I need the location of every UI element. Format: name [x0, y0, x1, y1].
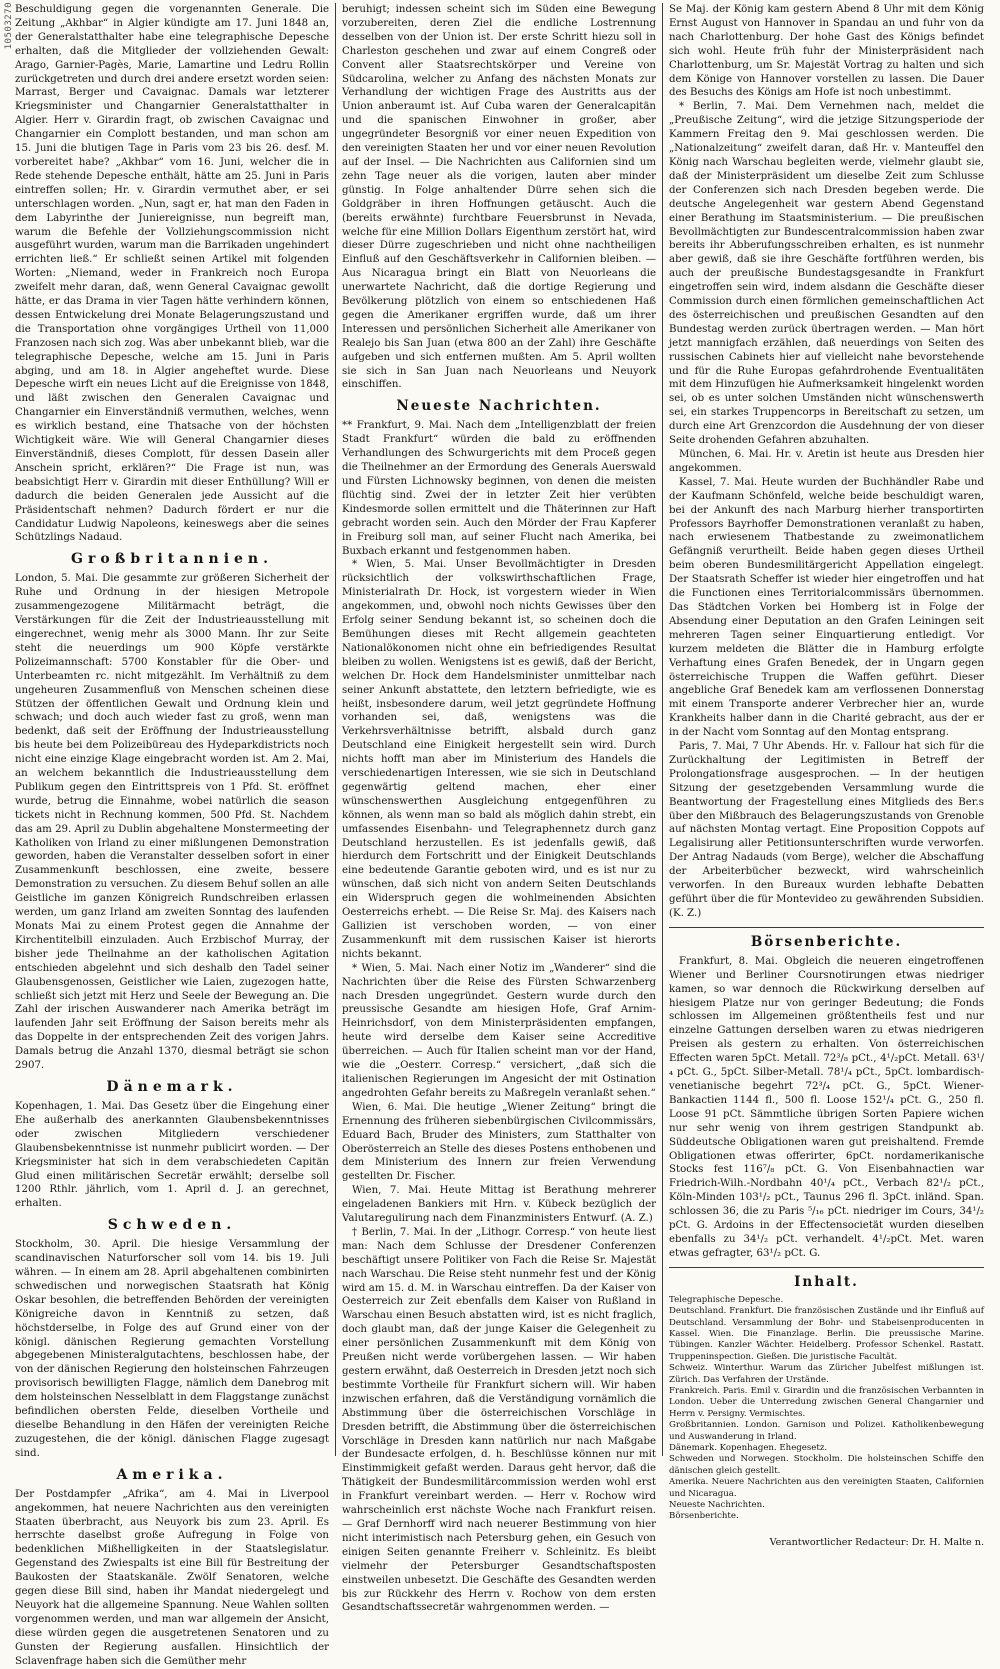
heading-inhalt: Inhalt. [794, 1273, 859, 1290]
article-wien-2: * Wien, 5. Mai. Nach einer Notiz im „Wanderer“ sind die Nachrichten über die Reise des Fürsten Schwarzenberg nach Dresden ungegründet. Gestern wurde durch den preussische Gesandte am hiesigen Hofe, Graf Arnim-Heinrichsdorf, von dem Ministerpräsidenten empfangen, heute wird derselbe dem Kaiser seine Accreditive überreichen. — Auch für Italien scheint man vor der Hand, wie die „Oesterr. Corresp.“ versichert, „daß sich die italienischen Regierungen im Angesicht der mit Ostination angedrohten Gefahr bereits zu Maßregeln veranlaßt sehen.“ [342, 962, 656, 1099]
page-id: 10503270 [4, 2, 14, 50]
toc-item: Schweden und Norwegen. Stockholm. Die holsteinschen Schiffe den dänischen gleich gestellt. [669, 1454, 984, 1476]
heading-schweden: Schweden. [107, 1217, 237, 1234]
editor-signature: Verantwortlicher Redacteur: Dr. H. Malte n. [769, 1536, 984, 1548]
article-wien-3: Wien, 6. Mai. Die heutige „Wiener Zeitung“ bringt die Ernennung des früheren siebenbürgischen Civilcommissärs, Eduard Bach, Bruder des Ministers, zum Statthalter von Oberösterreich an Stelle des dieses Postens enthobenen und dem Ministerium des Innern zur freien Verwendung gestellten Dr. Fischer. [342, 1101, 657, 1183]
article-amerika-cont: beruhigt; indessen scheint sich im Süden eine Bewegung vorzubereiten, deren Ziel die endliche Lostrennung desselben von der Union ist. Der erste Schritt hiezu soll in Charleston geschehen und zwar auf einem Congreß oder Convent aller Staatsrechtskörper und Vereine von Südcarolina, welcher zu Anfang des nächsten Monats zur Verhandlung der wichtigen Frage des Austritts aus der Union anberaumt ist. Auf Cuba waren der Generalcapitän und die spanischen Einwohner in großer, aber ungegründeter Besorgniß vor einer neuen Expedition von den vereinigten Staaten her und vor einer neuen Revolution auf der Insel. — Die Nachrichten aus Californien sind um zehn Tage neuer als die vorigen, lauten aber minder günstig. In Folge anhaltender Dürre sehen sich die Goldgräber in ihren Hoffnungen getäuscht. Auch die (bereits erwähnte) furchtbare Feuersbrunst in Nevada, welche für eine Million Dollars Eigenthum zerstört hat, wird dieser Dürre zugeschrieben und nicht ohne nachtheiligen Einfluß auf den Geschäftsverkehr in Californien bleiben. — Aus Nicaragua bringt ein Blatt von Neuorleans die unerwartete Nachricht, daß die dortige Regierung und Bevölkerung plötzlich von einem so entschiedenen Haß gegen die Amerikaner ergriffen wurde, daß um ihrer Interessen und persönlichen Sicherheit alle Amerikaner von Realejo bis San Juan (etwa 800 an der Zahl) ihre Geschäfte aufgeben und sich entfernen mußten. Am 5. April wollten sie sich in San Juan nach Neuorleans und Neuyork einschiffen. [342, 4, 656, 391]
article-girardin: Beschuldigung gegen die vorgenannten Generale. Die Zeitung „Akhbar“ in Algier kündigte am 17. Juni 1848 an, der Generalstatthalter habe eine telegraphische Depesche erhalten, daß die Mitglieder der vollziehenden Gewalt: Arago, Garnier-Pagès, Marie, Lamartine und Ledru Rollin zurückgetreten und durch drei andere ersetzt worden seien: Marrast, Berger und Cavaignac. Damals war letzterer Kriegsminister und Changarnier Generalstatthalter in Algier. Herr v. Girardin fragt, ob zwischen Cavaignac und Changarnier ein Complott bestanden, und man schon am 15. Juni die blutigen Tage in Paris vom 23 bis 26. desf. M. vorbereitet habe? „Akhbar“ vom 16. Juni, welcher die in Rede stehende Depesche enthält, hätte am 25. Juni in Paris eintreffen sollen; Hr. v. Girardin vermuthet aber, er sei unterschlagen worden. „Nun, sagt er, hat man den Faden in dem Labyrinthe der Juniereignisse, nun begreift man, warum die Befehle der Vollziehungscommission nicht ausgeführt wurden, warum man die Barrikaden ungehindert errichten ließ.“ Er schließt seinen Artikel mit folgenden Worten: „Niemand, weder in Frankreich noch Europa zweifelt mehr daran, daß, wenn General Cavaignac gewollt hätte, er das Drama in vier Tagen hätte verhindern können, dessen Entwickelung drei Monate Belagerungszustand und die Transportation ohne vorgängiges Urtheil von 11,000 Franzosen nach sich zog. Was aber unbekannt blieb, war die telegraphische Depesche, welche am 15. Juni in Paris abging, und am 18. in Algier angeheftet wurde. Diese Depesche wirft ein neues Licht auf die Ereignisse von 1848, und läßt zwischen den Generalen Cavaignac und Changarnier ein Einverständniß vermuthen, welches, wenn es wirklich bestand, eine Thatsache von der höchsten Wichtigkeit wäre. Wie will General Changarnier dieses Einverständniß, dieses Complott, für dessen Dasein aller Anschein spricht, erklären?“ Die Frage ist nun, was beabsichtigt Herr v. Girardin mit dieser Enthüllung? Will er dadurch die beiden Generalen jede Aussicht auf die Präsidentschaft nehmen? Dadurch fördert er nur die Candidatur Ludwig Napoleons, keineswegs aber die seines Schützlings Nadaud. [15, 4, 329, 544]
heading-daenemark: Dänemark. [106, 1078, 238, 1095]
heading-grossbritannien: Großbritannien. [71, 551, 273, 568]
article-frankfurt: ** Frankfurt, 9. Mai. Nach dem „Intelligenzblatt der freien Stadt Frankfurt“ würden die bald zu eröffnenden Verhandlungen des Schwurgerichts mit dem Proceß gegen die Theilnehmer an der Ermordung des Generals Auerswald und Fürsten Lichnowsky beginnen, von denen die meisten flüchtig sind. Zwei der in letzter Zeit hier verübten Kindesmorde sollen ermittelt und die Thäterinnen zur Haft gebracht worden sein. Auch den Mörder der Frau Kapferer in Freiburg soll man, auf seiner Flucht nach Amerika, bei Buxbach erkannt und festgenommen haben. [342, 420, 656, 557]
toc-item: Neueste Nachrichten. [669, 1500, 765, 1511]
toc-item: Telegraphische Depesche. [669, 1294, 784, 1305]
toc-item: Dänemark. Kopenhagen. Ehegesetz. [669, 1443, 828, 1454]
article-muenchen: München, 6. Mai. Hr. v. Aretin ist heute aus Dresden hier angekommen. [669, 449, 984, 474]
toc-item: Schweiz. Winterthur. Warum das Züricher Jubelfest mißlungen ist. Zürich. Das Verfahren der Urstände. [669, 1363, 984, 1385]
article-berlin-1: † Berlin, 7. Mai. In der „Lithogr. Corresp.“ von heute liest man: Nach dem Schlusse der Dresdener Conferenzen beschäftigt unsere Politiker von Fach die Reise Sr. Majestät nach Warschau. Die Reise steht nunmehr fest und der König wird am 15. d. M. in Warschau eintreffen. Da der Kaiser von Oesterreich zur Zeit ebenfalls dem Kaiser von Rußland in Warschau einen Besuch abstatten wird, ist es nicht fraglich, doch glaubt man, daß der junge Kaiser die Gelegenheit zu einer persönlichen Zusammenkunft mit dem König von Preußen nicht werde vorübergehen lassen. — Wir haben gestern erwähnt, daß Oesterreich in Dresden jetzt noch sich bestimmte Vortheile für Frankfurt sichern will. Wir haben inzwischen erfahren, daß die Verständigung vornämlich die Abstimmung über die österreichischen Vorschläge in Dresden betrifft, die Abstimmung über die österreichischen Vorschläge in Dresden kann natürlich nur nach Maßgabe der Bundesacte erfolgen, d. h. Beschlüsse können nur mit Einstimmigkeit gefaßt werden. Daraus geht hervor, daß die Thätigkeit der Bundesmilitärcommission werden wohl erst in Frankfurt vereinbart werden. — Herr v. Rochow wird wahrscheinlich erst nächste Woche nach Frankfurt reisen. — Graf Dernhorff wird nach neuerer Bestimmung von hier nicht interimistisch nach Petersburg gehen, ein Gesuch von einigen Seiten genannte Freiherr v. Schleinitz. Es bleibt vielmehr der Petersburger Gesandtschaftsposten einstweilen unbesetzt. Die Geschäfte des Gesandten werden bis zur Rückkehr des Herrn v. Rochow von dem ersten Gesandtschaftssecretär wahrgenommen werden. — [342, 1226, 656, 1614]
article-london: London, 5. Mai. Die gesammte zur größeren Sicherheit der Ruhe und Ordnung in der hiesigen Metropole zusammengezogene Militärmacht beträgt, die Verstärkungen für die Zeit der Industrieausstellung mit eingerechnet, wenig mehr als 3000 Mann. Ihr zur Seite steht die neuerdings um 900 Köpfe verstärkte Polizeimannschaft: 5700 Konstabler für die Ober- und Unterbeamten rc. nicht mitgezählt. Im Verhältniß zu dem ungeheuren Zusammenfluß von Menschen scheinen diese Stützen der öffentlichen Gewalt und Ordnung klein und schwach; und doch auch wieder fast zu groß, wenn man bedenkt, daß seit der Eröffnung der Industrieausstellung bis heute bei dem Polizeibüreau des Hydeparkdistricts noch nicht eine einzige Klage eingebracht worden ist. Am 2. Mai, an welchem bekanntlich die Industrieausstellung dem Publikum gegen den Eintrittspreis von 1 Pfd. St. eröffnet wurde, betrug die Einnahme, wobei natürlich die season tickets nicht in Rechnung kommen, 500 Pfd. St. Nachdem das am 29. April zu Dublin abgehaltene Monstermeeting der Katholiken von Irland zu einer mißlungenen Demonstration geworden, haben die Veranstalter desselben sofort in einer Zusammenkunft beschlossen, eine zweite, bessere Demonstration zu versuchen. Zu diesem Behuf sollen an alle Geistliche im ganzen Königreich Rundschreiben erlassen werden, um ganz Irland am zweiten Sonntag des laufenden Monats Mai zu einem Protest gegen die Annahme der Kirchentitelbill einzuladen. Auch Erzbischof Murray, der bisher jede Theilnahme an der katholischen Agitation entschieden abgelehnt und sich deshalb den Tadel seiner Glaubensgenossen, Geistlicher wie Laien, zugezogen hatte, schließt sich jetzt mit Herz und Seele der Bewegung an. Die Zahl der irischen Auswanderer nach Amerika beträgt im laufenden Jahr seit Eröffnung der Saison bereits mehr als das Doppelte in der entsprechenden Zeit des vorigen Jahrs. Damals betrug die Anzahl 1370, diesmal beträgt sie schon 2907. [15, 573, 329, 1072]
newspaper-columns [9, 3, 991, 1667]
article-stockholm: Stockholm, 30. April. Die hiesige Versammlung der scandinavischen Naturforscher soll vom 14. bis 19. Juli währen. — In einem am 28. April abgehaltenen combinirten schwedischen und norwegischen Staatsrath hat König Oskar besohlen, die betreffenden Behörden der vereinigten Königreiche davon in Kenntniß zu setzen, daß höchstderselbe, in Folge des auf Grund einer von der königl. dänischen Regierung gemachten Vorstellung abgegebenen Ministeralgutachtens, beschlossen habe, der von der dänischen Regierung den holsteinschen Fahrzeugen provisorisch bewilligten Flagge, nämlich dem Danebrog mit dem holsteinschen Nesselblatt in dem Flaggstange zunächst befindlichen obersten Felde, dieselben Vortheile und dieselbe Behandlung in den Häfen der vereinigten Reiche zuzugestehen, die der königl. dänischen Flagge zugesagt sind. [15, 1239, 329, 1459]
article-kassel: Kassel, 7. Mai. Heute wurden der Buchhändler Rabe und der Kaufmann Schönfeld, welche beide beschuldigt waren, bei der Ankunft des nach Marburg hierher transportirten Professors Bayrhoffer Demonstrationen veranlaßt zu haben, nach erwiesenem Thatbestande zu zweimonatlichem Gefängniß verurtheilt. Beide haben gegen dieses Urtheil beim oberen Bundesmilitärgericht Appellation eingelegt. Der Staatsrath Scheffer ist wieder hier eingetroffen und hat die Functionen eines Territorialcommissärs übernommen. Das Städtchen Vorken bei Homberg ist in Folge der Absendung einer Deputation an den Grafen Leiningen seit mehreren Tagen seiner Einquartierung entledigt. Vor kurzem meldeten die Blätter die in Hamburg erfolgte Verhaftung eines Grafen Benedek, der in Ungarn gegen österreichische Truppen die Waffen geführt. Dieser angebliche Graf Benedek kam am verflossenen Donnerstag mit einem Transporte anderer Verbrecher hier an, wurde Krankheits halber dann in die Charité gebracht, aus der er in der Nacht vom Sonntag auf den Montag entsprang. [669, 476, 984, 739]
column-1 [9, 3, 336, 1667]
article-amerika: Der Postdampfer „Afrika“, am 4. Mai in Liverpool angekommen, hat neuere Nachrichten aus den vereinigten Staaten überbracht, aus Neuyork bis zum 23. April. Es herrschte daselbst große Aufregung in Folge von bedenklichen Mißhelligkeiten in der Staatslegislatur. Gegenstand des Zwiespalts ist eine Bill für Bestreitung der Baukosten der Staatskanäle. Zwölf Senatoren, welche gegen diese Bill sind, haben ihr Mandat niedergelegt und Neuyork hat die allgemeine Spannung. Neue Wahlen sollten vorgenommen werden, und man war allgemein der Ansicht, diese würden gegen die ausgetretenen Senatoren und zu Gunsten der Regierung ausfallen. Hinsichtlich der Sclavenfrage haben sich die Gemüther mehr [15, 1488, 329, 1667]
article-berlin-2: * Berlin, 7. Mai. Dem Vernehmen nach, meldet die „Preußische Zeitung“, wird die jetzige Sitzungsperiode der Kammern Freitag den 9. Mai geschlossen werden. Die „Nationalzeitung“ zweifelt daran, daß Hr. v. Manteuffel den König nach Warschau begleiten werde, vielmehr glaubt sie, daß der Ministerpräsident um dieselbe Zeit zum Schlusse der Conferenzen sich nach Dresden begeben werde. Die deutsche Angelegenheit war gestern Abend Gegenstand einer Berathung im Staatsministerium. — Die preußischen Bevollmächtigten zur Bundescentralcommission haben zwar bereits ihr Abberufungsschreiben erhalten, es ist nunmehr aber gewiß, daß sie ihre Geschäfte fortführen werden, bis auch der preußische Bundestagsgesandte in Frankfurt eingetroffen sein wird, indem alsdann die Geschäfte dieser Commission durch einen förmlichen gemeinschaftlichen Act des österreichischen und preußischen Gesandten auf den Bundestag werden zurück übertragen werden. — Man hört jetzt mannigfach erzählen, daß neuerdings von Seiten des russischen Cabinets hier auf vielleicht nahe bevorstehende und für die Ruhe Europas gefahrdrohende Eventualitäten mit dem Hinzufügen hie Aufmerksamkeit hingelenkt worden sei, ob es unter solchen Umständen nicht wünschenswerth sei, ein starkes Truppencorps in Bereitschaft zu setzen, um durch eine Art Grenzcordon die Ausdehnung der von dieser Seite drohenden Gefahren abzuhalten. [669, 101, 984, 447]
article-boerse-frankfurt: Frankfurt, 8. Mai. Obgleich die neueren eingetroffenen Wiener und Berliner Coursnotirungen etwas niedriger kamen, so war dennoch die Rückwirkung derselben auf hiesigem Platze nur von geringer Bedeutung; die Fonds schlossen im Allgemeinen größtentheils fest und nur einzelne Gattungen derselben waren zu etwas niedrigeren Preisen als gestern zu erhalten. Von österreichischen Effecten waren 5pCt. Metall. 72³/₈ pCt., 4¹/₂pCt. Metall. 63¹/₄ pCt. G., 5pCt. Silber-Metall. 78¹/₄ pCt., 5pCt. lombardisch-venetianische begehrt 72³/₄ pCt. G., 5pCt. Wiener-Bankactien 1144 fl., 500 fl. Loose 152¹/₄ pCt. G., 250 fl. Loose 91 pCt. Sämmtliche übrigen Sorten Papiere wichen nur sehr wenig von ihrem gestrigen Standpunkt ab. Süddeutsche Obligationen waren gut preishaltend. Fremde Obligationen etwas offerirter, 6pCt. nordamerikanische Stocks fest 116⁷/₈ pCt. G. Von Eisenbahnactien war Friedrich-Wilh.-Nordbahn 40¹/₄ pCt., Verbach 82¹/₂ pCt., Köln-Minden 103¹/₂ pCt., Taunus 296 fl. 3pCt. inländ. Span. schlossen 36, die zu Paris ⁵/₁₆ pCt. niedriger im Cours, 34¹/₂ pCt. G. Ardoins in der Effectensocietät wurden dieselben ebenfalls zu 34¹/₂ pCt. verhandelt. 4¹/₂pCt. Met. waren etwas gefragter, 63¹/₂ pCt. G. [669, 955, 984, 1268]
table-of-contents [669, 1295, 984, 1523]
article-berlin-cont: Se Maj. der König kam gestern Abend 8 Uhr mit dem König Ernst August von Hannover in Spandau an und fuhr von da nach Charlottenburg. Der hohe Gast des Königs befindet sich wohl. Heute früh fuhr der Ministerpräsident nach Charlottenburg, um Sr. Majestät Vortrag zu halten und sich dem Könige von Hannover vorstellen zu lassen. Die Dauer des Besuchs des Königs am Hofe ist noch unbestimmt. [669, 4, 984, 99]
article-kopenhagen: Kopenhagen, 1. Mai. Das Gesetz über die Eingehung einer Ehe außerhalb des anerkannten Glaubensbekenntnisses oder zwischen Mitgliedern verschiedener Glaubensbekenntnisse ist nunmehr publicirt worden. — Der Kriegsminister hat sich in dem verabschiedeten Capitän Glud einen militärischen Secretär erwählt; derselbe soll 1200 Rthlr. jährlich, vom 1. April d. J. an gerechnet, erhalten. [15, 1100, 329, 1210]
column-2 [336, 3, 663, 1614]
toc-item: Börsenberichte. [669, 1511, 739, 1522]
column-3 [663, 3, 990, 1548]
toc-item: Frankreich. Paris. Emil v. Girardin und die französischen Verbannten in London. Ueber die Unterredung zwischen General Changarnier und Herrn v. Persigny. Vermischtes. [669, 1386, 984, 1419]
heading-boersenberichte: Börsenberichte. [750, 933, 903, 950]
article-wien-4: Wien, 7. Mai. Heute Mittag ist Berathung mehrerer eingeladenen Bankiers mit Hrn. v. Kübeck bezüglich der Valutaregulirung nach dem Finanzministers Entwurf. (A. Z.) [342, 1185, 656, 1225]
toc-item: Amerika. Neuere Nachrichten aus den vereinigten Staaten, Californien und Nicaragua. [669, 1477, 984, 1499]
toc-item: Großbritannien. London. Garnison und Polizei. Katholikenbewegung und Auswanderung in Irland. [669, 1420, 984, 1442]
article-wien-1: * Wien, 5. Mai. Unser Bevollmächtigter in Dresden rücksichtlich der volkswirthschaftlichen Frage, Ministerialrath Dr. Hock, ist vorgestern wieder in Wien angekommen, und, obwohl noch nichts Gewisses über den Erfolg seiner Sendung bekannt ist, so scheinen doch die Bemühungen dieses mit Recht allgemein geachteten Nationalökonomen nicht ohne ein befriedigendes Resultat bleiben zu wollen. Wenigstens ist es gewiß, daß der Bericht, welchen Dr. Hock dem Handelsminister unmittelbar nach seiner Ankunft abstattete, den letztern befriedigte, wie es heißt, insbesondere darum, weil jetzt gegründete Hoffnung vorhanden sei, daß, wenigstens was die Verkehrsverhältnisse betrifft, alsbald durch ganz Deutschland eine Einigkeit hergestellt sein wird. Durch nichts hofft man aber im Ministerium des Handels die verschiedenartigen Interessen, wie sie sich in Deutschland gegenwärtig geltend machen, eher einer wünschenswerthen Ausgleichung entgegenführen zu können, als wenn man so bald als möglich dahin strebt, ein umfassendes Eisenbahn- und Telegraphennetz durch ganz Deutschland herzustellen. Es ist jedenfalls gewiß, daß hierdurch dem Fortschritt und der Einigkeit Deutschlands eine bedeutende Garantie geboten wird, und es ist nur zu wünschen, daß sich nicht von andern Seiten Deutschlands ein Widerspruch gegen die wohlmeinenden Absichten Oesterreichs erhebt. — Die Reise Sr. Maj. des Kaisers nach Gallizien ist verschoben worden, — von einer Zusammenkunft mit dem russischen Kaiser ist hierorts nichts bekannt. [342, 559, 656, 960]
heading-amerika: Amerika. [116, 1466, 228, 1483]
heading-neueste-nachrichten: Neueste Nachrichten. [396, 398, 602, 415]
toc-item: Deutschland. Frankfurt. Die französischen Zustände und ihr Einfluß auf Deutschland. Versammlung der Bohr- und Stabeisenproducenten in Kassel. Wien. Die Finanzlage. Berlin. Die preussische Marine. Tübingen. Kanzler Wächter. Heidelberg. Professor Schenkel. Rastatt. Truppeninspection. Gießen. Die juristische Facultät. [669, 1306, 984, 1362]
article-paris: Paris, 7. Mai, 7 Uhr Abends. Hr. v. Fallour hat sich für die Zurückhaltung der Legitimisten in Betreff der Prolongationsfrage ausgesprochen. — In der heutigen Sitzung der gesetzgebenden Versammlung wurde die Beantwortung der Fragestellung eines Mitglieds des Ber.s über den Mißbrauch des Belagerungszustands von Grenoble auf nächsten Montag vertagt. Eine Proposition Coppots auf Legalisirung aller Petitionsunterschriften wurde verworfen. Der Antrag Nadauds (vom Berge), welcher die Abschaffung der Arbeiterbücher bezweckt, wird wahrscheinlich verworfen. In den Bureaux wurden lebhafte Debatten geführt über die für Montevideo zu gewährenden Subsidien. (K. Z.) [669, 740, 984, 928]
